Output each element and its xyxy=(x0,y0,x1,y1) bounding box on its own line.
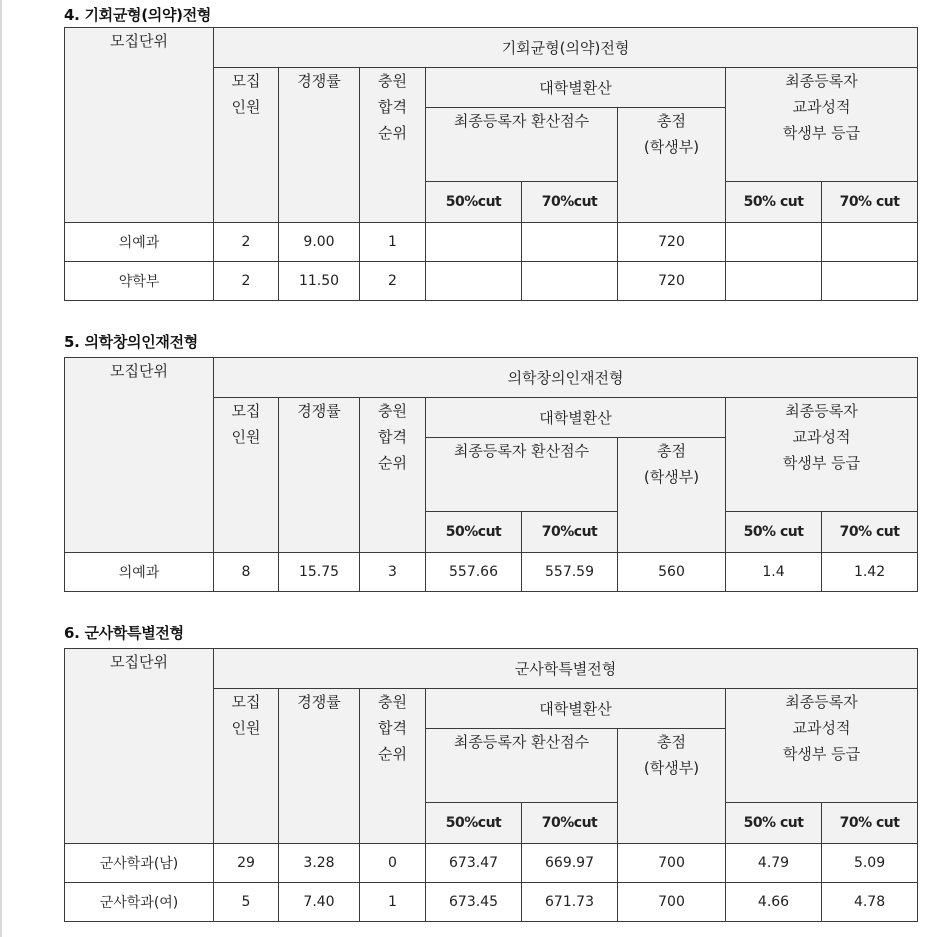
section-title: 4. 기회균형(의약)전형 xyxy=(64,6,212,24)
header-text: 70% cut xyxy=(839,815,900,831)
header-grade-cut50 xyxy=(726,803,822,844)
grade-cut70-cell: 1.42 xyxy=(822,553,918,592)
rank-cell: 0 xyxy=(360,844,426,883)
header-final-grade xyxy=(726,68,918,182)
header-text: 총점 (학생부) xyxy=(643,442,700,486)
unit-cell: 의예과 xyxy=(65,553,214,592)
unit-cell: 군사학과(여) xyxy=(65,883,214,922)
header-text: 대학별환산 xyxy=(539,699,612,718)
header-text: 모집단위 xyxy=(110,32,168,50)
header-text: 의학창의인재전형 xyxy=(507,368,624,387)
cut70-cell: 669.97 xyxy=(522,844,618,883)
competition-cell: 7.40 xyxy=(279,883,360,922)
header-univ-conversion xyxy=(426,398,726,438)
header-final-conv-score xyxy=(426,108,618,182)
header-final-grade xyxy=(726,398,918,512)
header-competition xyxy=(279,398,360,553)
cut70-cell: 671.73 xyxy=(522,883,618,922)
header-track xyxy=(214,358,918,398)
header-cut70 xyxy=(522,512,618,553)
header-text: 모집 인원 xyxy=(231,693,261,737)
competition-cell: 3.28 xyxy=(279,844,360,883)
header-text: 최종등록자 환산점수 xyxy=(453,442,590,460)
header-total xyxy=(618,108,726,223)
admission-table xyxy=(64,648,918,922)
competition-cell: 9.00 xyxy=(279,223,360,262)
header-text: 경쟁률 xyxy=(297,693,341,711)
header-text: 최종등록자 교과성적 학생부 등급 xyxy=(782,402,861,472)
table-row xyxy=(65,553,918,592)
header-cut50 xyxy=(426,803,522,844)
rank-cell: 2 xyxy=(360,262,426,301)
header-text: 최종등록자 교과성적 학생부 등급 xyxy=(782,693,861,763)
header-text: 대학별환산 xyxy=(539,408,612,427)
header-final-conv-score xyxy=(426,438,618,512)
grade-cut50-cell: 1.4 xyxy=(726,553,822,592)
table-row xyxy=(65,844,918,883)
header-cut70 xyxy=(522,182,618,223)
header-grade-cut50 xyxy=(726,182,822,223)
cut50-cell: 673.45 xyxy=(426,883,522,922)
rank-cell: 3 xyxy=(360,553,426,592)
grade-cut50-cell: 4.79 xyxy=(726,844,822,883)
header-text: 총점 (학생부) xyxy=(643,112,700,156)
header-text: 70% cut xyxy=(839,524,900,540)
total-cell: 560 xyxy=(618,553,726,592)
header-waitlist-rank xyxy=(360,689,426,844)
total-cell: 720 xyxy=(618,262,726,301)
section-title: 5. 의학창의인재전형 xyxy=(64,333,198,351)
header-grade-cut50 xyxy=(726,512,822,553)
header-waitlist-rank xyxy=(360,68,426,223)
header-text: 총점 (학생부) xyxy=(643,733,700,777)
header-competition xyxy=(279,689,360,844)
cut70-cell: 557.59 xyxy=(522,553,618,592)
rank-cell: 1 xyxy=(360,223,426,262)
grade-cut70-cell xyxy=(822,262,918,301)
total-cell: 700 xyxy=(618,883,726,922)
header-cut50 xyxy=(426,182,522,223)
header-track xyxy=(214,28,918,68)
header-track xyxy=(214,649,918,689)
total-cell: 720 xyxy=(618,223,726,262)
unit-cell: 군사학과(남) xyxy=(65,844,214,883)
header-text: 50% cut xyxy=(743,194,804,210)
header-quota xyxy=(214,689,279,844)
cut50-cell xyxy=(426,223,522,262)
header-text: 충원 합격 순위 xyxy=(378,693,407,763)
header-text: 50% cut xyxy=(743,524,804,540)
header-text: 모집 인원 xyxy=(231,402,261,446)
grade-cut50-cell xyxy=(726,262,822,301)
header-competition xyxy=(279,68,360,223)
header-unit xyxy=(65,28,214,223)
header-grade-cut70 xyxy=(822,803,918,844)
cut50-cell xyxy=(426,262,522,301)
header-unit xyxy=(65,358,214,553)
header-text: 70%cut xyxy=(541,524,598,540)
cut50-cell: 557.66 xyxy=(426,553,522,592)
cut70-cell xyxy=(522,262,618,301)
frame-border xyxy=(0,0,2,937)
grade-cut70-cell: 4.78 xyxy=(822,883,918,922)
header-final-grade xyxy=(726,689,918,803)
total-cell: 700 xyxy=(618,844,726,883)
header-total xyxy=(618,438,726,553)
header-text: 충원 합격 순위 xyxy=(378,72,407,142)
table-row xyxy=(65,223,918,262)
header-univ-conversion xyxy=(426,689,726,729)
admission-table xyxy=(64,27,918,301)
header-text: 대학별환산 xyxy=(539,78,612,97)
header-waitlist-rank xyxy=(360,398,426,553)
header-text: 최종등록자 환산점수 xyxy=(453,112,590,130)
grade-cut50-cell xyxy=(726,223,822,262)
header-text: 최종등록자 환산점수 xyxy=(453,733,590,751)
grade-cut50-cell: 4.66 xyxy=(726,883,822,922)
header-text: 모집 인원 xyxy=(231,72,261,116)
header-text: 50% cut xyxy=(743,815,804,831)
header-text: 충원 합격 순위 xyxy=(378,402,407,472)
cut70-cell xyxy=(522,223,618,262)
header-text: 50%cut xyxy=(445,815,502,831)
header-text: 70% cut xyxy=(839,194,900,210)
admission-table xyxy=(64,357,918,592)
quota-cell: 8 xyxy=(214,553,279,592)
grade-cut70-cell: 5.09 xyxy=(822,844,918,883)
header-text: 50%cut xyxy=(445,194,502,210)
header-text: 70%cut xyxy=(541,815,598,831)
quota-cell: 5 xyxy=(214,883,279,922)
grade-cut70-cell xyxy=(822,223,918,262)
header-text: 경쟁률 xyxy=(297,72,341,90)
header-text: 모집단위 xyxy=(110,362,168,380)
unit-cell: 의예과 xyxy=(65,223,214,262)
header-text: 경쟁률 xyxy=(297,402,341,420)
header-quota xyxy=(214,398,279,553)
header-text: 기회균형(의약)전형 xyxy=(501,38,630,57)
cut50-cell: 673.47 xyxy=(426,844,522,883)
section-title: 6. 군사학특별전형 xyxy=(64,624,184,642)
header-univ-conversion xyxy=(426,68,726,108)
header-text: 군사학특별전형 xyxy=(514,659,617,678)
header-unit xyxy=(65,649,214,844)
header-cut70 xyxy=(522,803,618,844)
header-final-conv-score xyxy=(426,729,618,803)
table-row xyxy=(65,262,918,301)
header-quota xyxy=(214,68,279,223)
header-cut50 xyxy=(426,512,522,553)
header-grade-cut70 xyxy=(822,182,918,223)
header-text: 최종등록자 교과성적 학생부 등급 xyxy=(782,72,861,142)
header-text: 70%cut xyxy=(541,194,598,210)
competition-cell: 15.75 xyxy=(279,553,360,592)
header-text: 50%cut xyxy=(445,524,502,540)
header-text: 모집단위 xyxy=(110,653,168,671)
table-row xyxy=(65,883,918,922)
competition-cell: 11.50 xyxy=(279,262,360,301)
header-grade-cut70 xyxy=(822,512,918,553)
header-total xyxy=(618,729,726,844)
quota-cell: 2 xyxy=(214,223,279,262)
rank-cell: 1 xyxy=(360,883,426,922)
unit-cell: 약학부 xyxy=(65,262,214,301)
quota-cell: 29 xyxy=(214,844,279,883)
quota-cell: 2 xyxy=(214,262,279,301)
